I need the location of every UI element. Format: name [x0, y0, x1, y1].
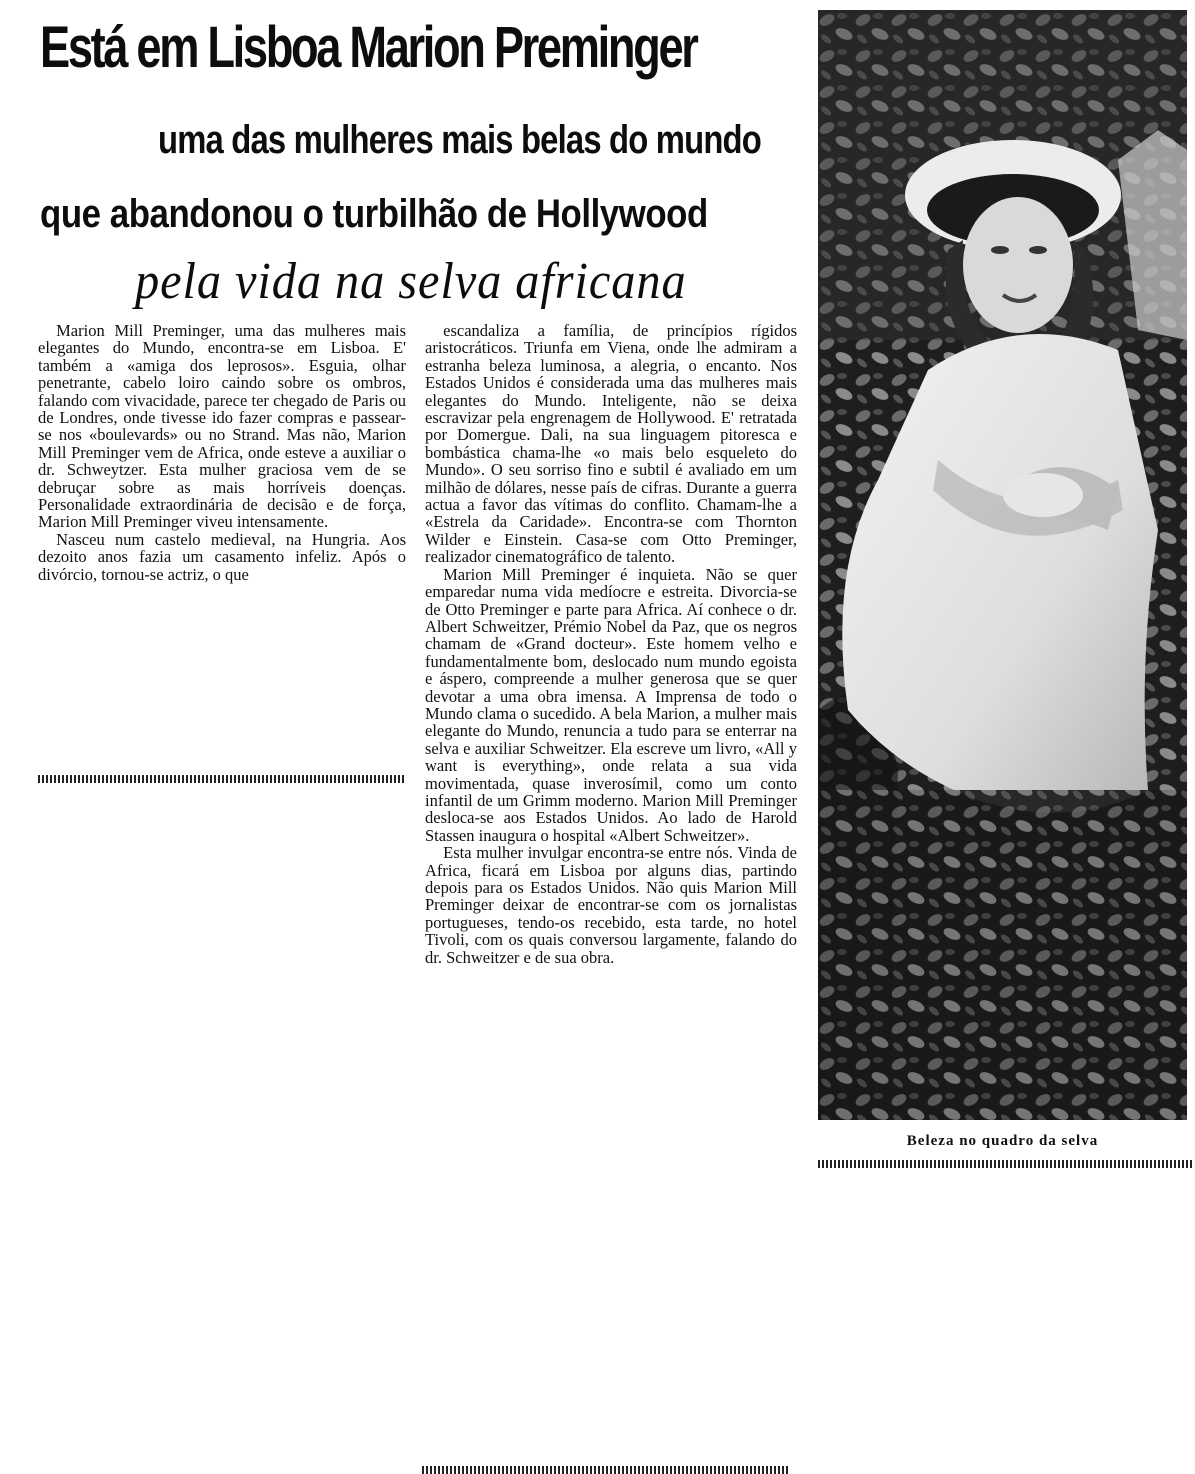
column1-paragraph-2: Nasceu num castelo medieval, na Hungria. Aos dezoito anos fazia um casamento infeliz. Após o divórcio, tornou-se actriz, o que: [38, 529, 406, 584]
column2-paragraph-1: escandaliza a família, de princípios rígidos aristocráticos. Triunfa em Viena, onde lhe admiram a estranha beleza luminosa, a alegria, o encanto. Nos Estados Unidos é considerada uma das mulheres mais elegantes do Mundo. Inteligente, não se deixa escravizar pela engrenagem de Hollywood. E' retratada por Domergue. Dali, na sua linguagem pitoresca e bombástica chama-lhe «o mais belo esqueleto do Mundo». O seu sorriso fino e subtil é avaliado em um milhão de dólares, nesse país de cifras. Durante a guerra actua a favor das vítimas do conflito. Chamam-lhe a «Estrela da Caridade». Encontra-se com Thornton Wilder e Einstein. Casa-se com Otto Preminger, realizador cinematográfico de talento.: [425, 321, 797, 567]
article-end-rule: [422, 1466, 788, 1474]
portrait-photo: [818, 10, 1187, 1120]
portrait-photo-illustration: [818, 10, 1187, 1120]
article-column-2: [425, 322, 797, 966]
caption-rule: [818, 1160, 1194, 1168]
headline-subtitle-1: uma das mulheres mais belas do mundo: [158, 118, 761, 162]
article-column-1: [38, 322, 406, 583]
column2-paragraph-2: Marion Mill Preminger é inquieta. Não se quer emparedar numa vida medíocre e estreita. Divorcia-se de Otto Preminger e parte para Africa. Aí conhece o dr. Albert Schweitzer, Prémio Nobel da Paz, que os negros chamam de «Grand docteur». Este homem velho e fundamentalmente bom, deslocado num mundo egoista e áspero, compreende a mulher generosa que se quer devotar a uma obra imensa. A Imprensa de todo o Mundo clama o sucedido. A bela Marion, a mulher mais elegante do Mundo, renuncia a tudo para se enterrar na selva e auxiliar Schweitzer. Ela escreve um livro, «All y want is everything», onde relata a sua vida movimentada, quase inverosímil, como um conto infantil de um Grimm moderno. Marion Mill Preminger desloca-se aos Estados Unidos. Ao lado de Harold Stassen inaugura o hospital «Albert Schweitzer».: [425, 564, 797, 845]
headline-subtitle-2: que abandonou o turbilhão de Hollywood: [40, 192, 708, 236]
column-divider-rule: [38, 775, 404, 783]
column1-paragraph-1: Marion Mill Preminger, uma das mulheres mais elegantes do Mundo, encontra-se em Lisboa. E' também a «amiga dos leprosos». Esguia, olhar penetrante, cabelo loiro caindo sobre os ombros, falando com vivacidade, parece ter chegado de Paris ou de Londres, onde tivesse ido fazer compras e passear-se nos «boulevards» ou no Strand. Mas não, Marion Mill Preminger vem de Africa, onde esteve a auxiliar o dr. Schweytzer. Esta mulher graciosa vem de se debruçar sobre as mais horríveis doenças. Personalidade extraordinária de decisão e de força, Marion Mill Preminger viveu intensamente.: [38, 321, 406, 532]
column2-paragraph-3: Esta mulher invulgar encontra-se entre nós. Vinda de Africa, ficará em Lisboa por alguns dias, partindo depois para os Estados Unidos. Não quis Marion Mill Preminger deixar de encontrar-se com os jornalistas portugueses, tendo-os recebido, esta tarde, no hotel Tivoli, com os quais conversou largamente, falando do dr. Schweitzer e de sua obra.: [425, 843, 797, 967]
headline-subtitle-3: pela vida na selva africana: [135, 253, 687, 310]
headline-title: Está em Lisboa Marion Preminger: [40, 15, 697, 80]
photo-caption: Beleza no quadro da selva: [906, 1133, 1099, 1149]
